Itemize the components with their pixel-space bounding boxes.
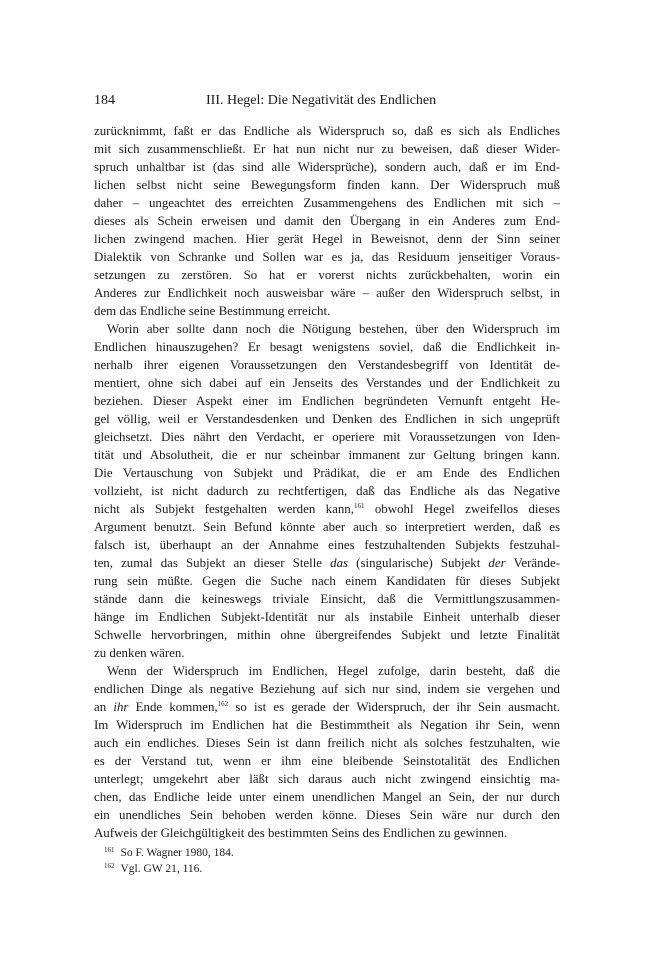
text-line: falsch ist, überhaupt an der Annahme eines festzuhaltenden Subjekts festzuhal- <box>94 538 560 552</box>
paragraph <box>94 320 560 662</box>
text-line: tität und Absolutheit, die er nur scheinbar immanent zur Geltung bringen kann. <box>94 448 560 462</box>
text-line: unterlegt; umgekehrt aber läßt sich daraus auch nicht zwingend einsichtig ma- <box>94 772 560 786</box>
text-line: chen, das Endliche leide unter einem unendlichen Mangel an Sein, der nur durch <box>94 790 560 804</box>
text-line: es der Verstand tut, wenn er ihm eine bleibende Seinstotalität des Endlichen <box>94 754 560 768</box>
paragraph <box>94 662 560 842</box>
text-line: daher – ungeachtet des erreichten Zusammengehens des Endlichen mit sich – <box>94 196 560 210</box>
text-line: auch ein endliches. Dieses Sein ist dann freilich nicht als solches festzuhalten, wie <box>94 736 560 750</box>
text-line: vollzieht, ist nicht dadurch zu rechtfertigen, daß das Endliche als das Negative <box>94 484 560 498</box>
running-title: III. Hegel: Die Negativität des Endlichen <box>206 93 437 108</box>
text-line: lichen selbst nicht seine Bewegungsform finden kann. Der Widerspruch muß <box>94 178 560 192</box>
text-line: dem das Endliche seine Bestimmung erreicht. <box>94 304 331 318</box>
text-line: gleichsetzt. Dies nährt den Verdacht, er operiere mit Voraussetzungen von Iden- <box>94 430 560 444</box>
text-line: rung sein müßte. Gegen die Suche nach einem Kandidaten für dieses Subjekt <box>94 574 560 588</box>
text-line: zu denken wären. <box>94 646 185 660</box>
text-line: Wenn der Widerspruch im Endlichen, Hegel zufolge, darin besteht, daß die <box>107 664 560 678</box>
body-text <box>94 122 560 842</box>
text-line: Anderes zur Endlichkeit noch ausweisbar wäre – außer den Widerspruch selbst, in <box>94 286 560 300</box>
footnote-ref[interactable]: 161 <box>353 502 365 510</box>
footnote: $^{161}$ So F. Wagner 1980, 184. <box>104 846 234 859</box>
paragraph <box>94 122 560 320</box>
text-line: ein unendliches Sein behoben werden könne. Dieses Sein wäre nur durch den <box>94 808 560 822</box>
text-line: dieses als Schein erweisen und damit den Übergang in ein Anderes zum End- <box>94 214 560 228</box>
text-line: lichen zwingend machen. Hier gerät Hegel in Beweisnot, denn der Sinn seiner <box>94 232 560 246</box>
text-line: nerhalb ihrer eigenen Voraussetzungen den Verstandesbegriff von Identität de- <box>94 358 560 372</box>
text-line: Dialektik von Schranke und Sollen war es ja, das Residuum jenseitiger Voraus- <box>94 250 560 264</box>
text-line: stände dann die keineswegs triviale Einsicht, daß die Vermittlungszusammen- <box>94 592 560 606</box>
text-line: ten, zumal das Subjekt an dieser Stelle das (singularische) Subjekt der Verände- <box>94 556 560 570</box>
text-line: endlichen Dinge als negative Beziehung auf sich nur sind, indem sie vergehen und <box>94 682 560 696</box>
running-header <box>94 93 566 111</box>
text-line: Schwelle hervorbringen, mithin ohne übergreifendes Subjekt und letzte Finalität <box>94 628 560 642</box>
text-line: mit sich zusammenschließt. Er hat nun nicht nur zu beweisen, daß dieser Wider- <box>94 142 560 156</box>
text-line: hänge im Endlichen Subjekt-Identität nur als instabile Einheit unterhalb dieser <box>94 610 560 624</box>
footnote-ref[interactable]: 162 <box>217 700 229 708</box>
text-line: spruch unhaltbar ist (das sind alle Widersprüche), sondern auch, daß er im End- <box>94 160 560 174</box>
text-line: Endlichen hinauszugehen? Er besagt wenigstens soviel, daß die Endlichkeit in- <box>94 340 560 354</box>
text-line: gel völlig, weil er Verstandesdenken und Denken des Endlichen in sich ungeprüft <box>94 412 560 426</box>
text-line: setzungen zu zerstören. So hat er vorerst nichts zurückbehalten, worin ein <box>94 268 560 282</box>
text-line: Worin aber sollte dann noch die Nötigung bestehen, über den Widerspruch im <box>107 322 560 336</box>
text-line: mentiert, ohne sich dabei auf ein Jenseits des Verstandes und der Endlichkeit zu <box>94 376 560 390</box>
text-line: nicht als Subjekt festgehalten werden kann,$^{161}$ obwohl Hegel zweifellos dieses <box>94 502 560 516</box>
text-line: Im Widerspruch im Endlichen hat die Bestimmtheit als Negation ihr Sein, wenn <box>94 718 560 732</box>
text-line: Argument benutzt. Sein Befund könnte aber auch so interpretiert werden, daß es <box>94 520 560 534</box>
text-line: Die Vertauschung von Subjekt und Prädikat, die er am Ende des Endlichen <box>94 466 560 480</box>
text-line: zurücknimmt, faßt er das Endliche als Widerspruch so, daß es sich als Endliches <box>94 124 560 138</box>
text-line: an ihr Ende kommen,$^{162}$ so ist es gerade der Widerspruch, der ihr Sein ausmacht. <box>94 700 561 714</box>
footnotes <box>104 845 234 877</box>
footnote: $^{162}$ Vgl. GW 21, 116. <box>104 862 203 875</box>
text-line: beziehen. Dieser Aspekt einer im Endlichen begründeten Vernunft entgeht He- <box>94 394 560 408</box>
text-line: Aufweis der Gleichgültigkeit des bestimmten Seins des Endlichen zu gewinnen. <box>94 826 508 840</box>
page-number: 184 <box>94 93 115 108</box>
